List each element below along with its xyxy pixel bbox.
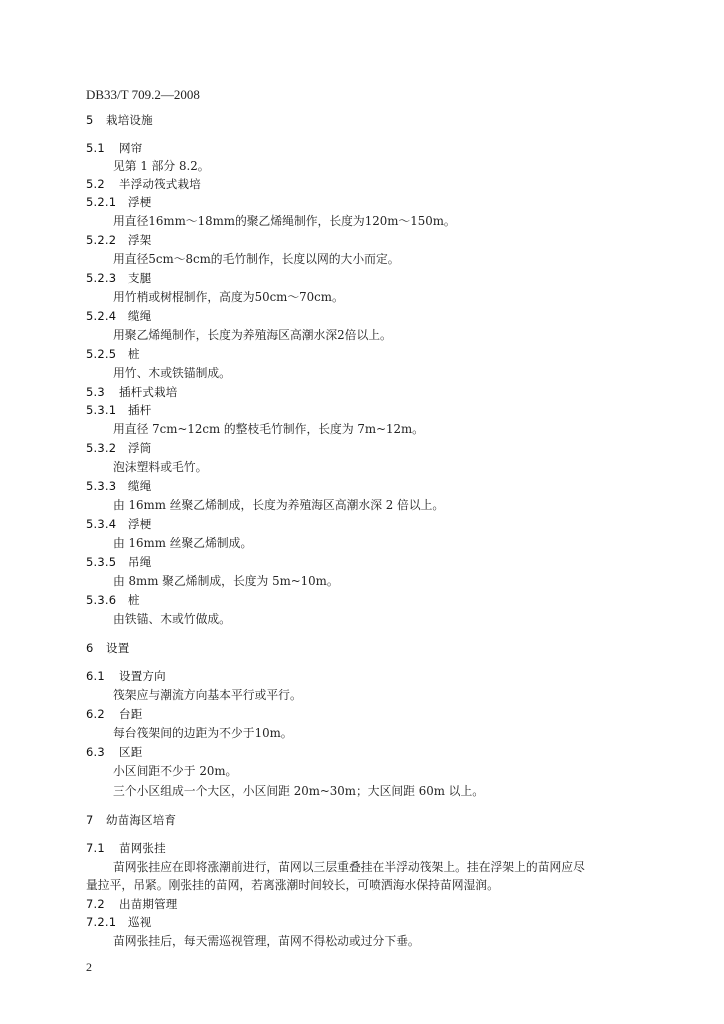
paragraph-line: 用竹、木或铁锚制成。 [113,366,231,380]
section-number: 5.2 [86,177,105,191]
section-number: 5.3.1 [86,403,117,417]
section-heading [86,112,153,128]
section-title: 支腿 [128,271,152,285]
section-number: 5.2.5 [86,347,117,361]
section-number: 5.1 [86,141,105,155]
paragraph-line: 用聚乙烯绳制作，长度为养殖海区高潮水深2倍以上。 [113,328,392,342]
section-number: 5.2.3 [86,271,117,285]
section-number: 6 [86,641,94,655]
section-title: 网帘 [119,141,143,155]
section-heading [86,270,151,286]
section-number: 5.2.4 [86,309,117,323]
section-title: 吊绳 [128,555,152,569]
page-number: 2 [86,960,92,974]
section-title: 幼苗海区培育 [106,813,177,827]
section-title: 桩 [128,593,140,607]
paragraph-line: 用直径 7cm~12cm 的整枝毛竹制作，长度为 7m~12m。 [113,422,424,436]
section-number: 5 [86,113,94,127]
section-heading [86,176,201,192]
section-heading [86,384,178,400]
section-heading [86,232,151,248]
section-title: 设置 [106,641,130,655]
paragraph-line: 每台筏架间的边距为不少于10m。 [113,726,293,740]
section-title: 插杆式栽培 [119,385,178,399]
section-number: 7.2.1 [86,915,117,929]
paragraph-line: 三个小区组成一个大区，小区间距 20m~30m；大区间距 60m 以上。 [113,784,485,798]
paragraph-line: 由 8mm 聚乙烯制成，长度为 5m~10m。 [113,574,339,588]
section-heading [86,914,151,930]
paragraph-line: 泡沫塑料或毛竹。 [113,460,208,474]
section-number: 7.1 [86,841,105,855]
section-title: 缆绳 [128,479,152,493]
section-number: 5.3.5 [86,555,117,569]
section-title: 浮梗 [128,195,152,209]
section-number: 5.2.1 [86,195,117,209]
section-title: 半浮动筏式栽培 [119,177,201,191]
paragraph-line: 见第 1 部分 8.2。 [113,159,210,173]
paragraph-line: 用竹梢或树棍制作，高度为50cm～70cm。 [113,290,344,304]
paragraph-line: 用直径5cm～8cm的毛竹制作，长度以网的大小而定。 [113,252,400,266]
section-heading [86,194,151,210]
section-number: 5.3.2 [86,441,117,455]
section-title: 区距 [119,745,143,759]
section-number: 5.3.3 [86,479,117,493]
paragraph-line: 由 16mm 丝聚乙烯制成，长度为养殖海区高潮水深 2 倍以上。 [113,498,445,512]
section-heading [86,640,129,656]
section-heading [86,744,142,760]
section-heading [86,668,166,684]
section-number: 7.2 [86,897,105,911]
section-number: 5.3.6 [86,593,117,607]
section-number: 5.3.4 [86,517,117,531]
section-heading [86,478,151,494]
paragraph-line: 小区间距不少于 20m。 [113,764,238,778]
section-title: 苗网张挂 [119,841,166,855]
section-heading [86,592,140,608]
section-heading [86,346,140,362]
paragraph-line: 由 16mm 丝聚乙烯制成。 [113,536,253,550]
section-title: 设置方向 [119,669,166,683]
section-number: 7 [86,813,94,827]
paragraph-line: 筏架应与潮流方向基本平行或平行。 [113,688,302,702]
section-title: 巡视 [128,915,152,929]
section-number: 6.3 [86,745,105,759]
section-heading [86,140,142,156]
section-title: 插杆 [128,403,152,417]
section-title: 出苗期管理 [119,897,178,911]
section-heading [86,840,166,856]
section-heading [86,554,151,570]
section-title: 缆绳 [128,309,152,323]
section-number: 6.2 [86,707,105,721]
section-title: 栽培设施 [106,113,153,127]
section-heading [86,308,151,324]
section-title: 桩 [128,347,140,361]
section-number: 5.2.2 [86,233,117,247]
section-heading [86,516,151,532]
paragraph-line: 由铁锚、木或竹做成。 [113,612,231,626]
section-title: 台距 [119,707,143,721]
section-title: 浮架 [128,233,152,247]
section-heading [86,706,142,722]
section-title: 浮筒 [128,441,152,455]
paragraph-line: 量拉平，吊紧。刚张挂的苗网，若离涨潮时间较长，可喷洒海水保持苗网湿润。 [86,878,499,892]
section-heading [86,896,178,912]
section-heading [86,812,176,828]
paragraph-line: 苗网张挂应在即将涨潮前进行，苗网以三层重叠挂在半浮动筏架上。挂在浮架上的苗网应尽 [113,860,585,874]
section-number: 5.3 [86,385,105,399]
document-header: DB33/T 709.2—2008 [86,87,200,102]
section-heading [86,440,151,456]
section-title: 浮梗 [128,517,152,531]
section-number: 6.1 [86,669,105,683]
section-heading [86,402,151,418]
paragraph-line: 用直径16mm～18mm的聚乙烯绳制作，长度为120m～150m。 [113,214,456,228]
paragraph-line: 苗网张挂后，每天需巡视管理，苗网不得松动或过分下垂。 [113,934,420,948]
